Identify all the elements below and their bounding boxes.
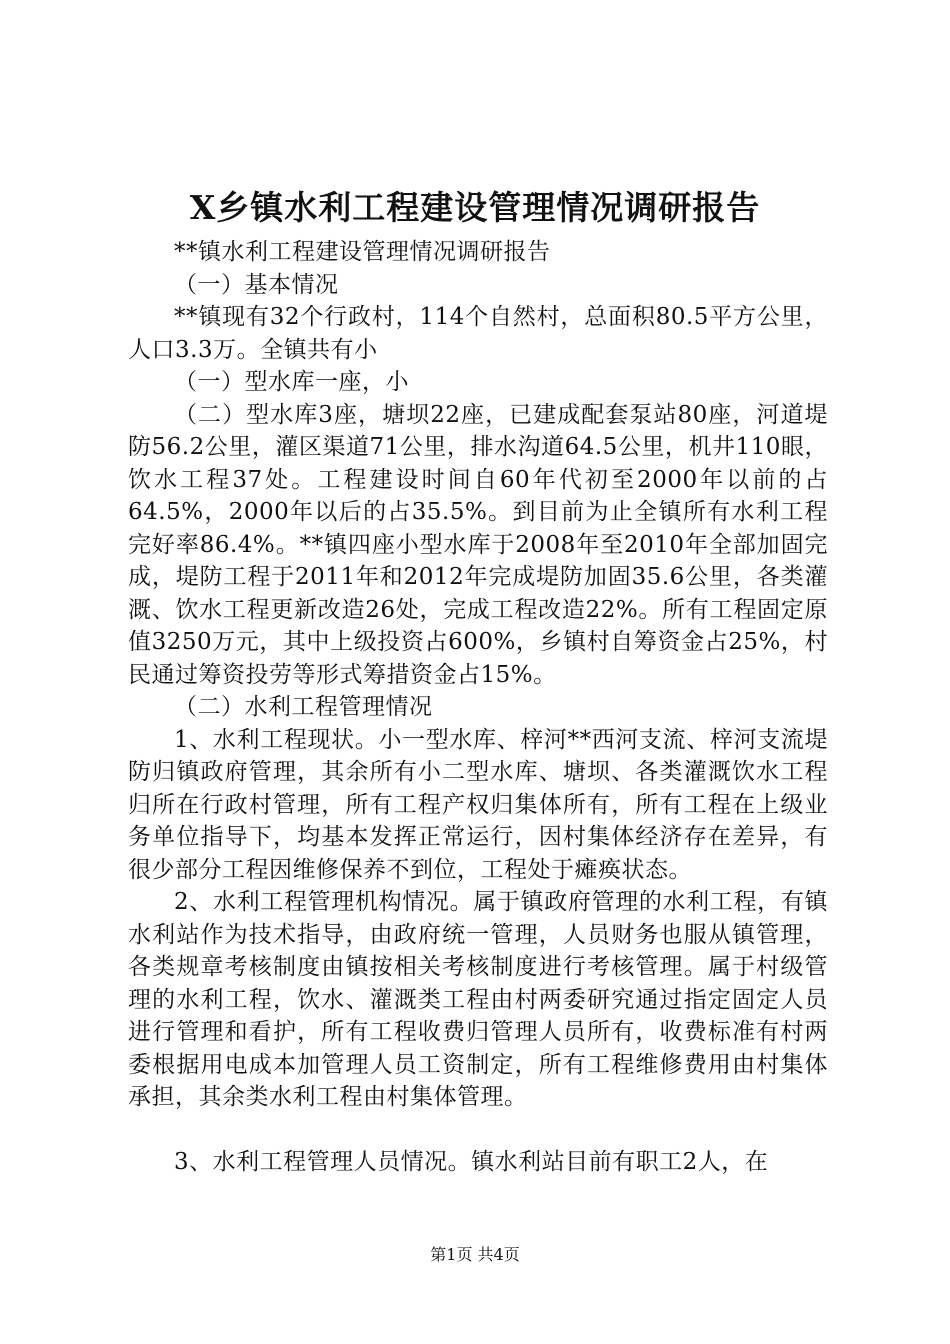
body-paragraph: **镇现有32个行政村，114个自然村，总面积80.5平方公里，人口3.3万。全镇共有小 xyxy=(128,304,828,363)
body-paragraph: （一）型水库一座，小 xyxy=(174,369,409,395)
page-number: 第1页 共4页 xyxy=(430,1245,520,1264)
section-heading-management: （二）水利工程管理情况 xyxy=(174,694,433,720)
document-title: X乡镇水利工程建设管理情况调研报告 xyxy=(189,188,761,227)
subtitle-paragraph: **镇水利工程建设管理情况调研报告 xyxy=(174,239,551,265)
body-paragraph: 3、水利工程管理人员情况。镇水利站目前有职工2人，在 xyxy=(174,1148,769,1175)
document-body xyxy=(128,236,828,1178)
section-heading-basic: （一）基本情况 xyxy=(174,271,339,298)
body-paragraph: 2、水利工程管理机构情况。属于镇政府管理的水利工程，有镇水利站作为技术指导，由政府统一管理，人员财务也服从镇管理，各类规章考核制度由镇按相关考核制度进行考核管理。属于村级管理的水利工程，饮水、灌溉类工程由村两委研究通过指定固定人员进行管理和看护，所有工程收费归管理人员所有，收费标准有村两委根据用电成本加管理人员工资制定，所有工程维修费用由村集体承担，其余类水利工程由村集体管理。 xyxy=(128,889,828,1110)
body-paragraph: （二）型水库3座，塘坝22座，已建成配套泵站80座，河道堤防56.2公里，灌区渠道71公里，排水沟道64.5公里，机井110眼，饮水工程37处。工程建设时间自60年代初至2000年以前的占64.5%，2000年以后的占35.5%。到目前为止全镇所有水利工程完好率86.4%。**镇四座小型水库于2008年至2010年全部加固完成，堤防工程于2011年和2012年完成堤防加固35.6公里，各类灌溉、饮水工程更新改造26处，完成工程改造22%。所有工程固定原值3250万元，其中上级投资占600%，乡镇村自筹资金占25%，村民通过筹资投劳等形式筹措资金占15%。 xyxy=(128,401,828,688)
body-paragraph: 1、水利工程现状。小一型水库、梓河**西河支流、梓河支流堤防归镇政府管理，其余所有小二型水库、塘坝、各类灌溉饮水工程归所在行政村管理，所有工程产权归集体所有，所有工程在上级业务单位指导下，均基本发挥正常运行，因村集体经济存在差异，有很少部分工程因维修保养不到位，工程处于瘫痪状态。 xyxy=(128,726,828,883)
